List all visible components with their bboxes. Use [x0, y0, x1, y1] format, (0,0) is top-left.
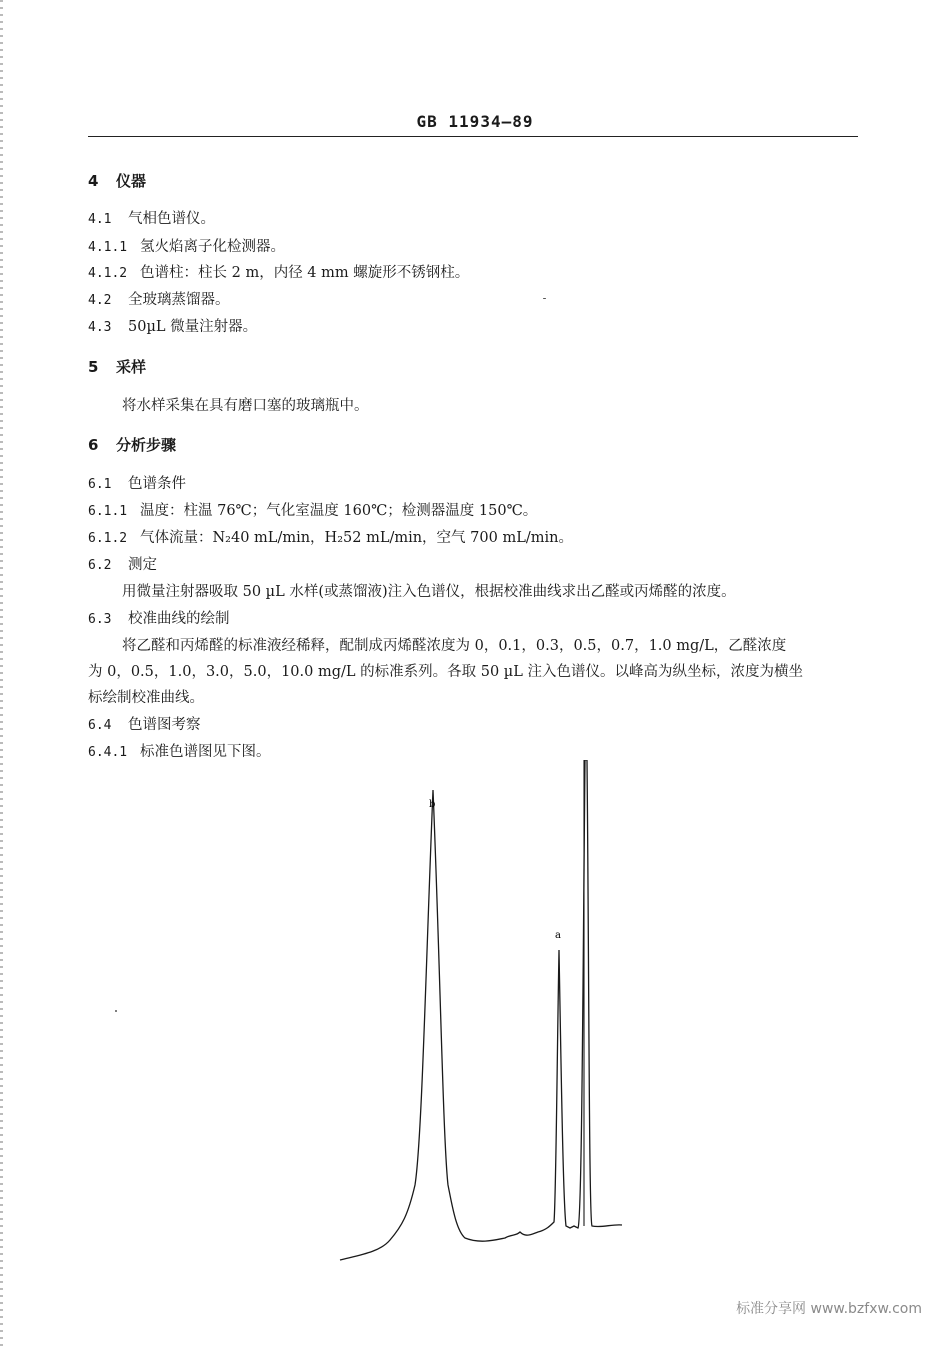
item-4-1	[88, 207, 215, 228]
item-text: 全玻璃蒸馏器。	[128, 292, 230, 308]
section-number: 5	[88, 358, 99, 376]
calibration-paragraph-line-3: 标绘制校准曲线。	[88, 690, 204, 706]
item-text: 校准曲线的绘制	[128, 611, 230, 627]
item-4-3	[88, 315, 257, 336]
item-4-2	[88, 288, 230, 309]
calibration-paragraph-line-2: 为 0，0.5，1.0，3.0，5.0，10.0 mg/L 的标准系列。各取 50 µL 注入色谱仪。以峰高为纵坐标，浓度为横坐	[88, 664, 803, 680]
item-number: 4.2	[88, 293, 112, 308]
item-6-3	[88, 607, 230, 628]
item-number: 6.1.1	[88, 504, 128, 519]
scan-edge-marks	[0, 0, 3, 1351]
item-text: 50µL 微量注射器。	[128, 319, 258, 335]
calibration-paragraph-line-1: 将乙醛和丙烯醛的标准液经稀释，配制成丙烯醛浓度为 0，0.1，0.3，0.5，0.7，1.0 mg/L，乙醛浓度	[122, 638, 787, 654]
item-text: 温度：柱温 76℃；气化室温度 160℃；检测器温度 150℃。	[140, 503, 538, 519]
item-text: 测定	[128, 557, 157, 573]
item-4-1-1	[88, 235, 285, 256]
item-text: 标准色谱图见下图。	[140, 744, 271, 760]
item-number: 4.1.1	[88, 240, 128, 255]
item-text: 气体流量：N₂40 mL/min，H₂52 mL/min，空气 700 mL/min。	[140, 530, 573, 546]
section-number: 4	[88, 172, 99, 190]
item-number: 6.3	[88, 612, 112, 627]
item-6-4	[88, 713, 201, 734]
section-title: 采样	[116, 358, 147, 376]
item-number: 6.1.2	[88, 531, 128, 546]
item-6-2	[88, 553, 157, 574]
section-6-heading	[88, 434, 176, 455]
peak-label-b: b	[429, 799, 436, 810]
item-4-1-2	[88, 261, 469, 282]
scan-speck	[115, 1010, 117, 1012]
item-number: 4.1.2	[88, 266, 128, 281]
measurement-paragraph: 用微量注射器吸取 50 µL 水样(或蒸馏液)注入色谱仪，根据校准曲线求出乙醛或丙烯醛的浓度。	[122, 584, 736, 600]
item-text: 色谱条件	[128, 476, 186, 492]
watermark-footer: 标准分享网 www.bzfxw.com	[736, 1301, 922, 1317]
item-6-4-1	[88, 740, 271, 761]
section-5-heading	[88, 356, 146, 377]
section-title: 分析步骤	[116, 436, 177, 454]
item-number: 6.4	[88, 718, 112, 733]
item-number: 6.2	[88, 558, 112, 573]
scan-speck	[543, 298, 546, 299]
item-number: 6.1	[88, 477, 112, 492]
item-number: 4.3	[88, 320, 112, 335]
item-text: 色谱图考察	[128, 717, 201, 733]
item-6-1-1	[88, 499, 537, 520]
item-6-1	[88, 472, 186, 493]
item-number: 4.1	[88, 212, 112, 227]
peak-label-a: a	[555, 930, 561, 941]
section-4-heading	[88, 170, 146, 191]
item-number: 6.4.1	[88, 745, 128, 760]
section-title: 仪器	[116, 172, 147, 190]
chromatogram-trace	[340, 760, 622, 1260]
section-number: 6	[88, 436, 99, 454]
item-text: 氢火焰离子化检测器。	[140, 239, 285, 255]
sampling-paragraph: 将水样采集在具有磨口塞的玻璃瓶中。	[122, 398, 369, 414]
header-rule	[88, 136, 858, 137]
item-text: 色谱柱：柱长 2 m，内径 4 mm 螺旋形不锈钢柱。	[140, 265, 470, 281]
document-header-code: GB 11934—89	[416, 112, 534, 131]
item-6-1-2	[88, 526, 573, 547]
item-text: 气相色谱仪。	[128, 211, 215, 227]
standard-chromatogram	[330, 760, 630, 1270]
